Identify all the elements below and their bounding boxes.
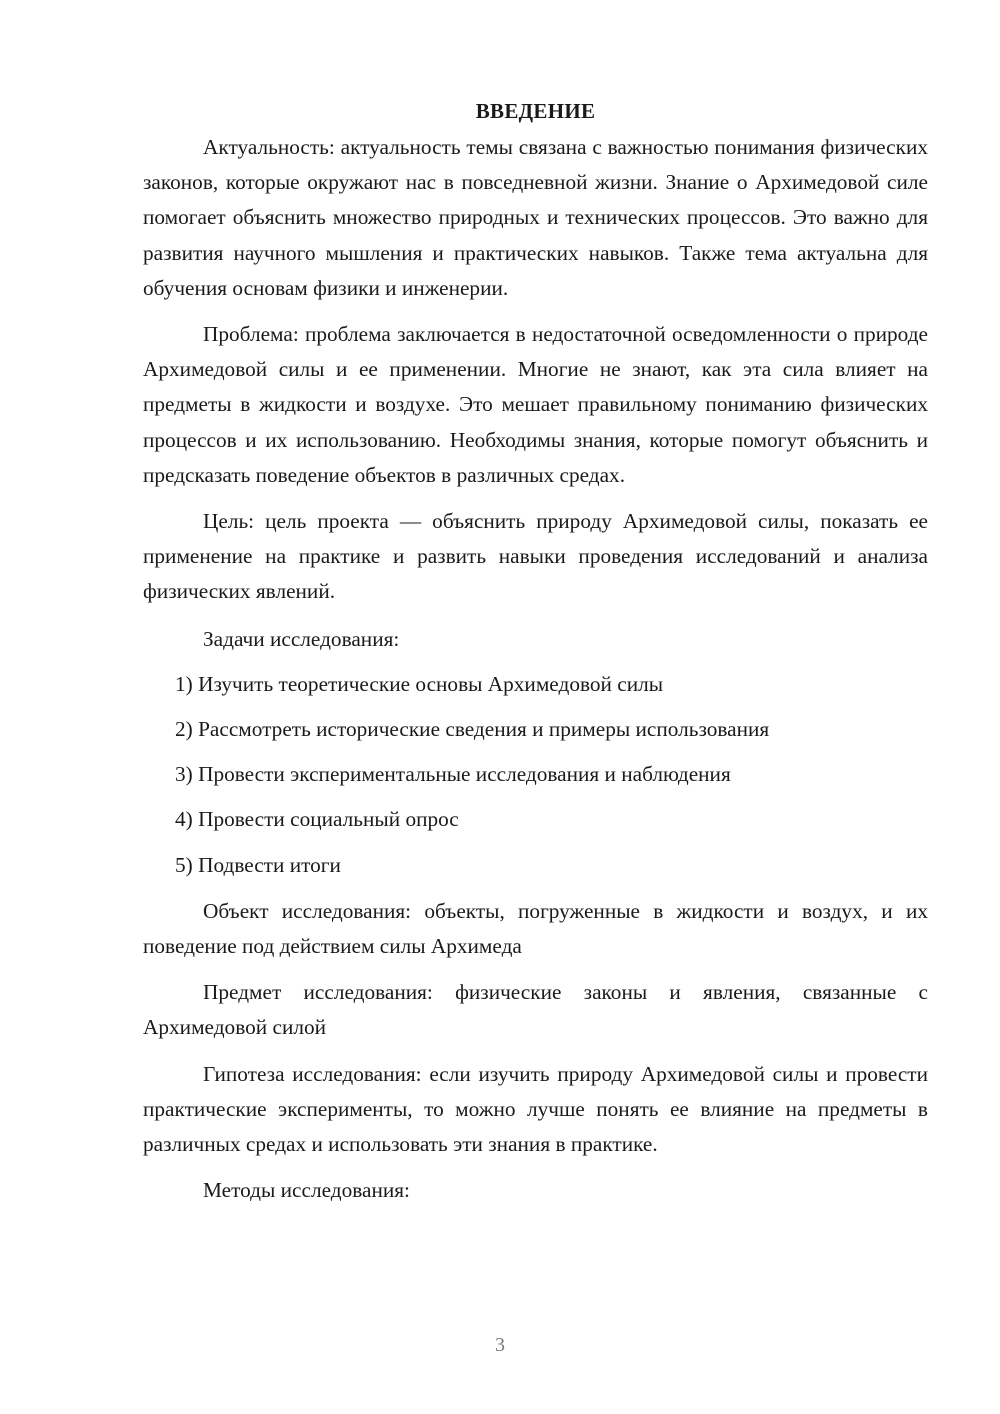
object-paragraph: Объект исследования: объекты, погруженные в жидкости и воздух, и их поведение под действием силы Архимеда (143, 898, 928, 959)
task-item-4: 4) Провести социальный опрос (175, 807, 459, 832)
tasks-title: Задачи исследования: (203, 626, 400, 651)
problem-paragraph: Проблема: проблема заключается в недостаточной осведомленности о природе Архимедовой силы и ее применении. Многие не знают, как эта сила влияет на предметы в жидкости и воздухе. Это мешает правильному пониманию физических процессов и их использованию. Необходимы знания, которые помогут объяснить и предсказать поведение объектов в различных средах. (143, 322, 928, 487)
page-content (143, 96, 928, 1208)
task-item-5: 5) Подвести итоги (175, 852, 341, 877)
hypothesis-paragraph: Гипотеза исследования: если изучить природу Архимедовой силы и провести практические эксперименты, то можно лучше понять ее влияние на предметы в различных средах и использовать эти знания в практике. (143, 1061, 928, 1157)
page-heading: ВВЕДЕНИЕ (475, 99, 596, 123)
task-item-3: 3) Провести экспериментальные исследования и наблюдения (175, 762, 731, 787)
page-number: 3 (495, 1334, 505, 1356)
task-item-2: 2) Рассмотреть исторические сведения и примеры использования (175, 717, 770, 742)
task-item-1: 1) Изучить теоретические основы Архимедовой силы (175, 671, 664, 696)
relevance-paragraph: Актуальность: актуальность темы связана с важностью понимания физических законов, которые окружают нас в повседневной жизни. Знание о Архимедовой силе помогает объяснить множество природных и технических процессов. Это важно для развития научного мышления и практических навыков. Также тема актуальна для обучения основам физики и инженерии. (143, 135, 928, 300)
methods-title: Методы исследования: (203, 1178, 410, 1203)
goal-paragraph: Цель: цель проекта — объяснить природу Архимедовой силы, показать ее применение на практике и развить навыки проведения исследований и анализа физических явлений. (143, 509, 928, 604)
subject-paragraph: Предмет исследования: физические законы и явления, связанные с Архимедовой силой (143, 980, 928, 1040)
